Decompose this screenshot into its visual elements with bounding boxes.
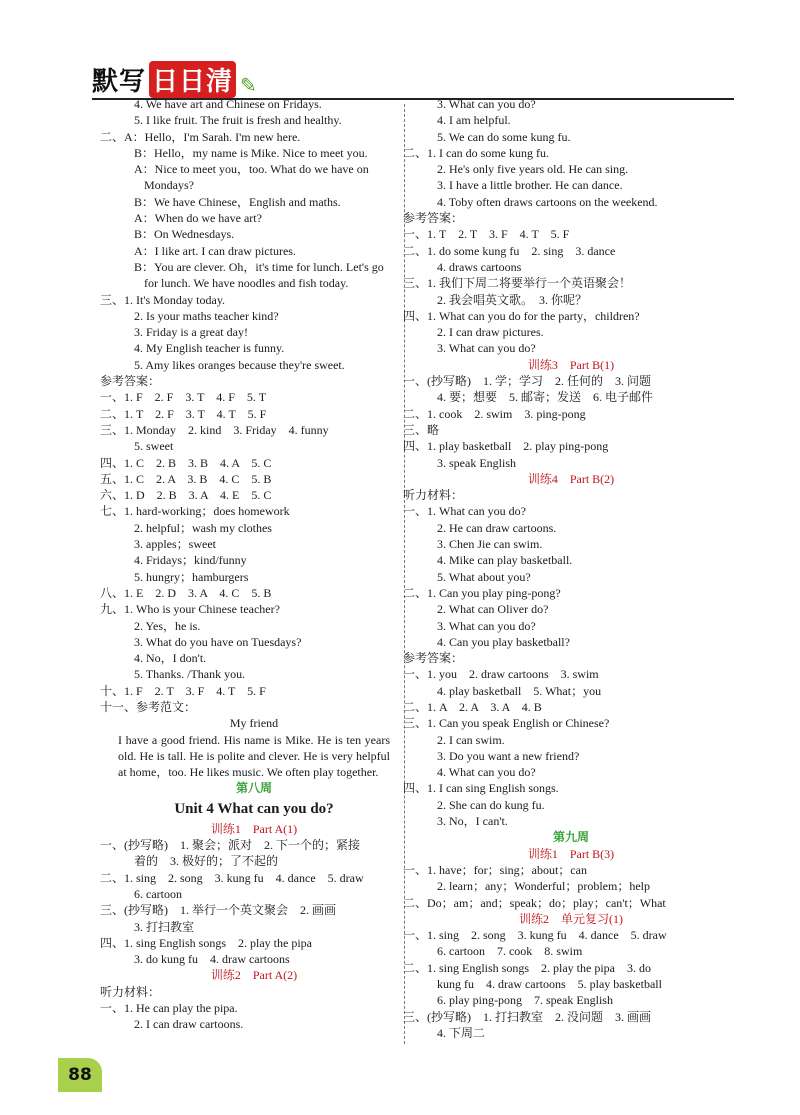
text-line: 二、1. cook 2. swim 3. ping-pong <box>403 406 586 421</box>
text-line: 一、(抄写略) 1. 聚会；派对 2. 下一个的；紧接 <box>100 838 360 853</box>
week-heading: 第九周 <box>552 830 589 845</box>
text-line: 八、1. E 2. D 3. A 4. C 5. B <box>100 585 272 600</box>
text-line: B：We have Chinese，English and maths. <box>134 194 341 209</box>
text-line: 七、1. hard-working；does homework <box>100 504 290 519</box>
text-line: 一、1. F 2. F 3. T 4. F 5. T <box>100 390 267 405</box>
section-heading: 训练3 Part B(1) <box>527 357 615 372</box>
text-line: 二、Do；am；and；speak；do；play；can't；What <box>403 895 666 910</box>
text-line: B：On Wednesdays. <box>134 227 235 242</box>
text-line: 2. I can draw cartoons. <box>134 1017 244 1032</box>
text-line: 6. cartoon <box>134 886 182 901</box>
text-line: 4. Toby often draws cartoons on the weekend. <box>437 194 658 209</box>
text-line: 听力材料： <box>100 984 161 999</box>
text-line: 三、1. Monday 2. kind 3. Friday 4. funny <box>100 422 329 437</box>
text-line: 一、1. He can play the pipa. <box>100 1001 238 1016</box>
text-line: 一、1. sing 2. song 3. kung fu 4. dance 5. draw <box>403 928 667 943</box>
text-line: 4. Can you play basketball? <box>437 634 570 649</box>
text-line: 参考答案： <box>403 651 464 666</box>
text-line: 4. What can you do? <box>437 765 536 780</box>
left-column <box>100 96 390 1033</box>
text-line: 4. No，I don't. <box>134 651 207 666</box>
section-heading: 训练1 Part A(1) <box>210 821 298 836</box>
text-line: 一、1. have；for；sing；about；can <box>403 862 587 877</box>
text-line: 三、(抄写略) 1. 打扫教室 2. 没问题 3. 画画 <box>403 1009 651 1024</box>
text-line: 6. cartoon 7. cook 8. swim <box>437 944 583 959</box>
text-line: kung fu 4. draw cartoons 5. play basketball <box>437 977 662 992</box>
text-line: 十一、参考范文： <box>100 699 197 714</box>
text-line: 二、1. sing English songs 2. play the pipa 3. do <box>403 960 651 975</box>
text-line: 2. She can do kung fu. <box>437 797 545 812</box>
page-number: 88 <box>58 1058 102 1092</box>
section-heading: 训练1 Part B(3) <box>527 846 615 861</box>
text-line: 3. What do you have on Tuesdays? <box>134 634 302 649</box>
text-line: 十、1. F 2. T 3. F 4. T 5. F <box>100 683 266 698</box>
text-line: A：I like art. I can draw pictures. <box>134 243 296 258</box>
text-line: 二、1. do some kung fu 2. sing 3. dance <box>403 243 616 258</box>
section-heading: 训练4 Part B(2) <box>527 471 615 486</box>
text-line: 2. learn；any；Wonderful；problem；help <box>437 879 650 894</box>
text-line: Mondays? <box>144 178 194 193</box>
text-line: 二、1. I can do some kung fu. <box>403 145 549 160</box>
page-header <box>92 58 257 98</box>
text-line: B：Hello，my name is Mike. Nice to meet you. <box>134 145 368 160</box>
text-line: 参考答案： <box>403 211 464 226</box>
text-line: 2. I can draw pictures. <box>437 325 544 340</box>
text-line: 三、1. It's Monday today. <box>100 292 226 307</box>
text-line: 3. Do you want a new friend? <box>437 748 580 763</box>
text-line: 4. Fridays；kind/funny <box>134 553 247 568</box>
text-line: 参考答案： <box>100 374 161 389</box>
text-line: 3. do kung fu 4. draw cartoons <box>134 952 290 967</box>
text-line: A：When do we have art? <box>134 211 262 226</box>
text-line: 二、1. Can you play ping-pong? <box>403 585 561 600</box>
text-line: 二、1. A 2. A 3. A 4. B <box>403 699 542 714</box>
text-line: 三、1. Can you speak English or Chinese? <box>403 716 610 731</box>
text-line: 4. Mike can play basketball. <box>437 553 573 568</box>
right-column <box>403 96 721 1041</box>
text-line: 5. sweet <box>134 439 174 454</box>
text-line: 4. 下周二 <box>437 1025 486 1040</box>
text-line: 4. play basketball 5. What；you <box>437 683 602 698</box>
text-line: 2. Is your maths teacher kind? <box>134 308 279 323</box>
text-line: 3. speak English <box>437 455 516 470</box>
logo-highlight: 日日清 <box>149 61 236 98</box>
text-line: 5. Thanks. /Thank you. <box>134 667 246 682</box>
text-line: 三、1. 我们下周二将要举行一个英语聚会！ <box>403 276 632 291</box>
text-line: 3. No，I can't. <box>437 814 508 829</box>
text-line: 5. We can do some kung fu. <box>437 129 571 144</box>
text-line: 4. My English teacher is funny. <box>134 341 285 356</box>
text-line: 2. He's only five years old. He can sing. <box>437 162 629 177</box>
text-line: B：You are clever. Oh，it's time for lunch. Let's go <box>134 259 384 274</box>
text-line: 3. Chen Jie can swim. <box>437 537 543 552</box>
text-line: 一、1. What can you do? <box>403 504 526 519</box>
text-line: 3. 打扫教室 <box>134 919 195 934</box>
text-line: 一、(抄写略) 1. 学；学习 2. 任何的 3. 问题 <box>403 374 651 389</box>
text-line: 二、A：Hello，I'm Sarah. I'm new here. <box>100 129 301 144</box>
text-line: 2. helpful；wash my clothes <box>134 520 272 535</box>
text-line: 九、1. Who is your Chinese teacher? <box>100 602 280 617</box>
text-line: 四、1. C 2. B 3. B 4. A 5. C <box>100 455 272 470</box>
text-line: 2. What can Oliver do? <box>437 602 549 617</box>
text-line: 3. I have a little brother. He can dance. <box>437 178 623 193</box>
text-line: 四、1. play basketball 2. play ping-pong <box>403 439 609 454</box>
text-line: 6. play ping-pong 7. speak English <box>437 993 613 1008</box>
text-line: 3. What can you do? <box>437 618 536 633</box>
text-line: My friend <box>229 716 279 731</box>
section-heading: 训练2 单元复习(1) <box>519 911 623 926</box>
text-line: 3. What can you do? <box>437 97 536 111</box>
text-line: 2. I can swim. <box>437 732 505 747</box>
text-line: 5. hungry；hamburgers <box>134 569 249 584</box>
text-line: 听力材料： <box>403 488 464 503</box>
text-line: I have a good friend. His name is Mike. He is ten years old. He is tall. He is polite and clever. He is very helpful at home，too. He likes music. We often play together. <box>118 732 390 780</box>
text-line: 四、1. I can sing English songs. <box>403 781 559 796</box>
text-line: 5. I like fruit. The fruit is fresh and healthy. <box>134 113 342 128</box>
text-line: 3. apples；sweet <box>134 537 216 552</box>
text-line: 4. We have art and Chinese on Fridays. <box>134 97 322 111</box>
unit-title: Unit 4 What can you do? <box>174 800 334 817</box>
text-line: 四、1. What can you do for the party，children? <box>403 308 640 323</box>
text-line: 5. What about you? <box>437 569 531 584</box>
text-line: 4. I am helpful. <box>437 113 511 128</box>
text-line: 一、1. you 2. draw cartoons 3. swim <box>403 667 599 682</box>
text-line: 三、(抄写略) 1. 举行一个英文聚会 2. 画画 <box>100 903 336 918</box>
text-line: 3. Friday is a great day! <box>134 325 248 340</box>
text-line: 5. Amy likes oranges because they're sweet. <box>134 357 345 372</box>
text-line: A：Nice to meet you，too. What do we have on <box>134 162 369 177</box>
week-heading: 第八周 <box>235 781 272 796</box>
logo-text: 默写 <box>92 67 147 97</box>
text-line: 五、1. C 2. A 3. B 4. C 5. B <box>100 471 272 486</box>
text-line: 3. What can you do? <box>437 341 536 356</box>
pen-icon: ✎ <box>240 75 257 97</box>
text-line: 2. He can draw cartoons. <box>437 520 557 535</box>
text-line: for lunch. We have noodles and fish today. <box>144 276 349 291</box>
text-line: 一、1. T 2. T 3. F 4. T 5. F <box>403 227 570 242</box>
text-line: 2. Yes，he is. <box>134 618 201 633</box>
text-line: 二、1. T 2. F 3. T 4. T 5. F <box>100 406 267 421</box>
text-line: 四、1. sing English songs 2. play the pipa <box>100 935 312 950</box>
text-line: 4. 要；想要 5. 邮寄；发送 6. 电子邮件 <box>437 390 654 405</box>
text-line: 三、略 <box>403 422 440 437</box>
text-line: 六、1. D 2. B 3. A 4. E 5. C <box>100 488 272 503</box>
text-line: 着的 3. 极好的；了不起的 <box>134 854 279 869</box>
text-line: 2. 我会唱英文歌。 3. 你呢？ <box>437 292 588 307</box>
text-line: 4. draws cartoons <box>437 259 522 274</box>
text-line: 二、1. sing 2. song 3. kung fu 4. dance 5. draw <box>100 870 364 885</box>
section-heading: 训练2 Part A(2) <box>210 968 298 983</box>
